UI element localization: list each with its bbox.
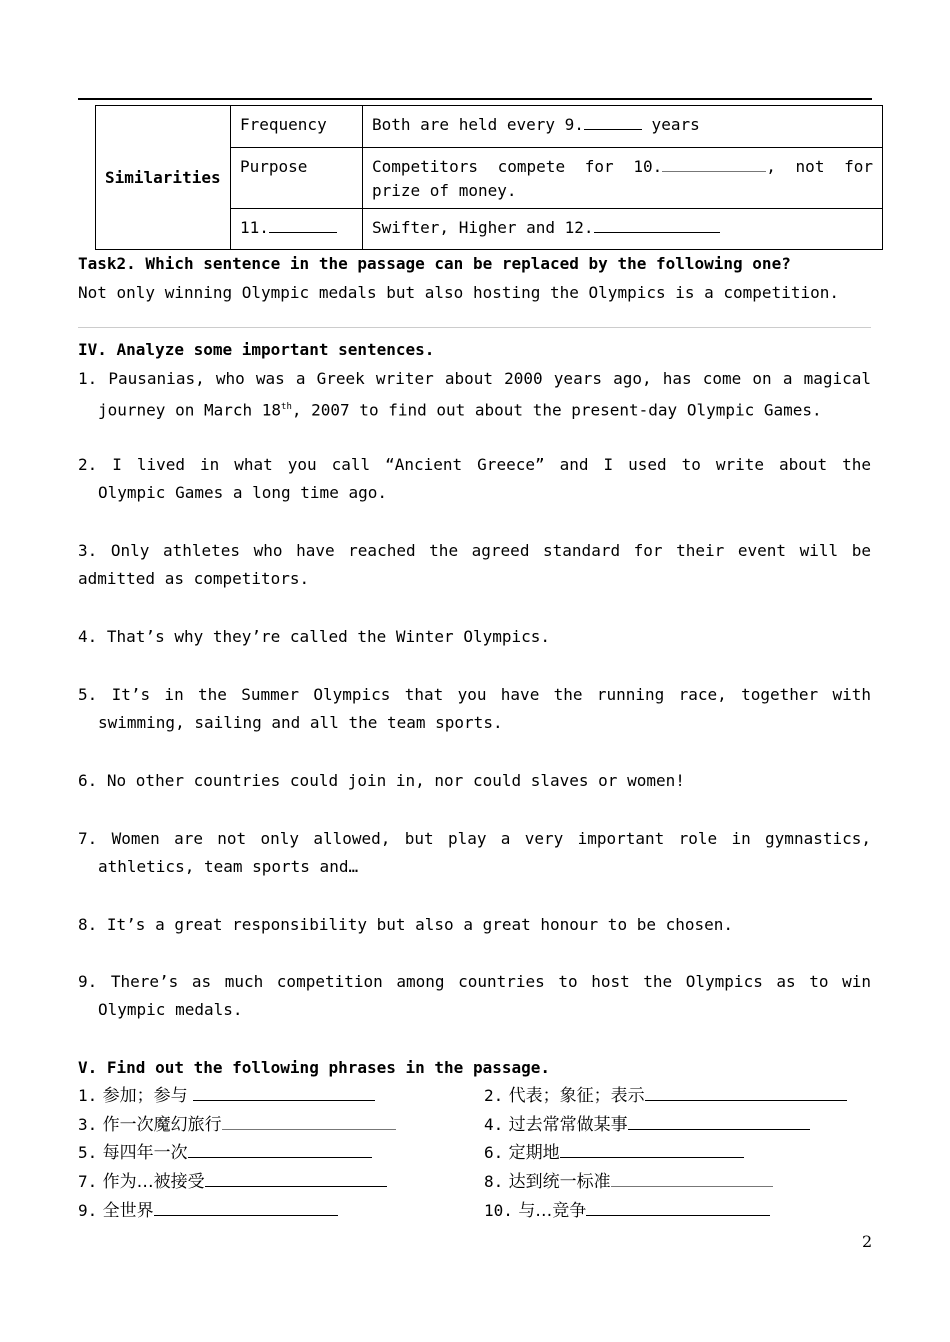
phrase-9-blank[interactable] bbox=[154, 1201, 338, 1216]
similarities-table bbox=[95, 105, 883, 250]
phrase-2: 2. 代表；象征；表示 bbox=[484, 1086, 847, 1106]
phrase-7-blank[interactable] bbox=[205, 1172, 387, 1187]
phrase-4-blank[interactable] bbox=[628, 1115, 810, 1130]
section-divider bbox=[78, 327, 871, 328]
phrase-8-blank[interactable] bbox=[611, 1172, 773, 1187]
row-label-frequency: Frequency bbox=[231, 106, 363, 148]
task2-text: Not only winning Olympic medals but also hosting the Olympics is a competition. bbox=[78, 283, 839, 302]
phrase-8: 8. 达到统一标准 bbox=[484, 1172, 773, 1192]
similarities-header: Similarities bbox=[96, 106, 231, 250]
blank-9[interactable] bbox=[584, 115, 642, 130]
row-label-11: 11. bbox=[231, 209, 363, 250]
phrase-5-blank[interactable] bbox=[188, 1143, 372, 1158]
row-text-purpose: Competitors compete for 10. , not for prize of money. bbox=[363, 148, 883, 209]
row-text-motto: Swifter, Higher and 12. bbox=[363, 209, 883, 250]
phrase-4: 4. 过去常常做某事 bbox=[484, 1115, 810, 1135]
blank-11[interactable] bbox=[269, 218, 337, 233]
blank-10[interactable] bbox=[662, 157, 766, 172]
section5-title: V. Find out the following phrases in the passage. bbox=[78, 1058, 551, 1077]
phrase-3-blank[interactable] bbox=[222, 1115, 396, 1130]
sentence-2: 2. I lived in what you call “Ancient Greece” and I used to write about the Olympic Games a long time ago. bbox=[78, 455, 871, 502]
phrase-1-blank[interactable] bbox=[193, 1086, 375, 1101]
sentence-8: 8. It’s a great responsibility but also a great honour to be chosen. bbox=[78, 915, 734, 934]
phrase-6: 6. 定期地 bbox=[484, 1143, 744, 1163]
sentence-1: 1. Pausanias, who was a Greek writer about 2000 years ago, has come on a magical journey on March 18th, 2007 to find out about the present-day Olympic Games. bbox=[78, 369, 871, 420]
phrase-7: 7. 作为…被接受 bbox=[78, 1172, 387, 1192]
sentence-7: 7. Women are not only allowed, but play a very important role in gymnastics, athletics, team sports and… bbox=[78, 829, 871, 876]
header-rule bbox=[78, 98, 872, 100]
phrase-1: 1. 参加；参与 bbox=[78, 1086, 375, 1106]
row-text-frequency: Both are held every 9. years bbox=[363, 106, 883, 148]
phrase-6-blank[interactable] bbox=[560, 1143, 744, 1158]
phrase-3: 3. 作一次魔幻旅行 bbox=[78, 1115, 396, 1135]
row-label-purpose: Purpose bbox=[231, 148, 363, 209]
sentence-3: 3. Only athletes who have reached the agreed standard for their event will be admitted as competitors. bbox=[78, 541, 871, 588]
phrase-5: 5. 每四年一次 bbox=[78, 1143, 372, 1163]
page-number: 2 bbox=[862, 1232, 873, 1251]
sentence-4: 4. That’s why they’re called the Winter Olympics. bbox=[78, 627, 551, 646]
section4-title: IV. Analyze some important sentences. bbox=[78, 340, 435, 359]
sentence-9: 9. There’s as much competition among countries to host the Olympics as to win Olympic medals. bbox=[78, 972, 871, 1019]
phrase-10: 10. 与…竞争 bbox=[484, 1201, 770, 1221]
sentence-6: 6. No other countries could join in, nor could slaves or women! bbox=[78, 771, 685, 790]
task2-title: Task2. Which sentence in the passage can be replaced by the following one? bbox=[78, 254, 791, 273]
phrase-10-blank[interactable] bbox=[586, 1201, 770, 1216]
phrase-9: 9. 全世界 bbox=[78, 1201, 338, 1221]
sentence-5: 5. It’s in the Summer Olympics that you have the running race, together with swimming, sailing and all the team sports. bbox=[78, 685, 871, 732]
phrase-2-blank[interactable] bbox=[645, 1086, 847, 1101]
blank-12[interactable] bbox=[594, 218, 720, 233]
